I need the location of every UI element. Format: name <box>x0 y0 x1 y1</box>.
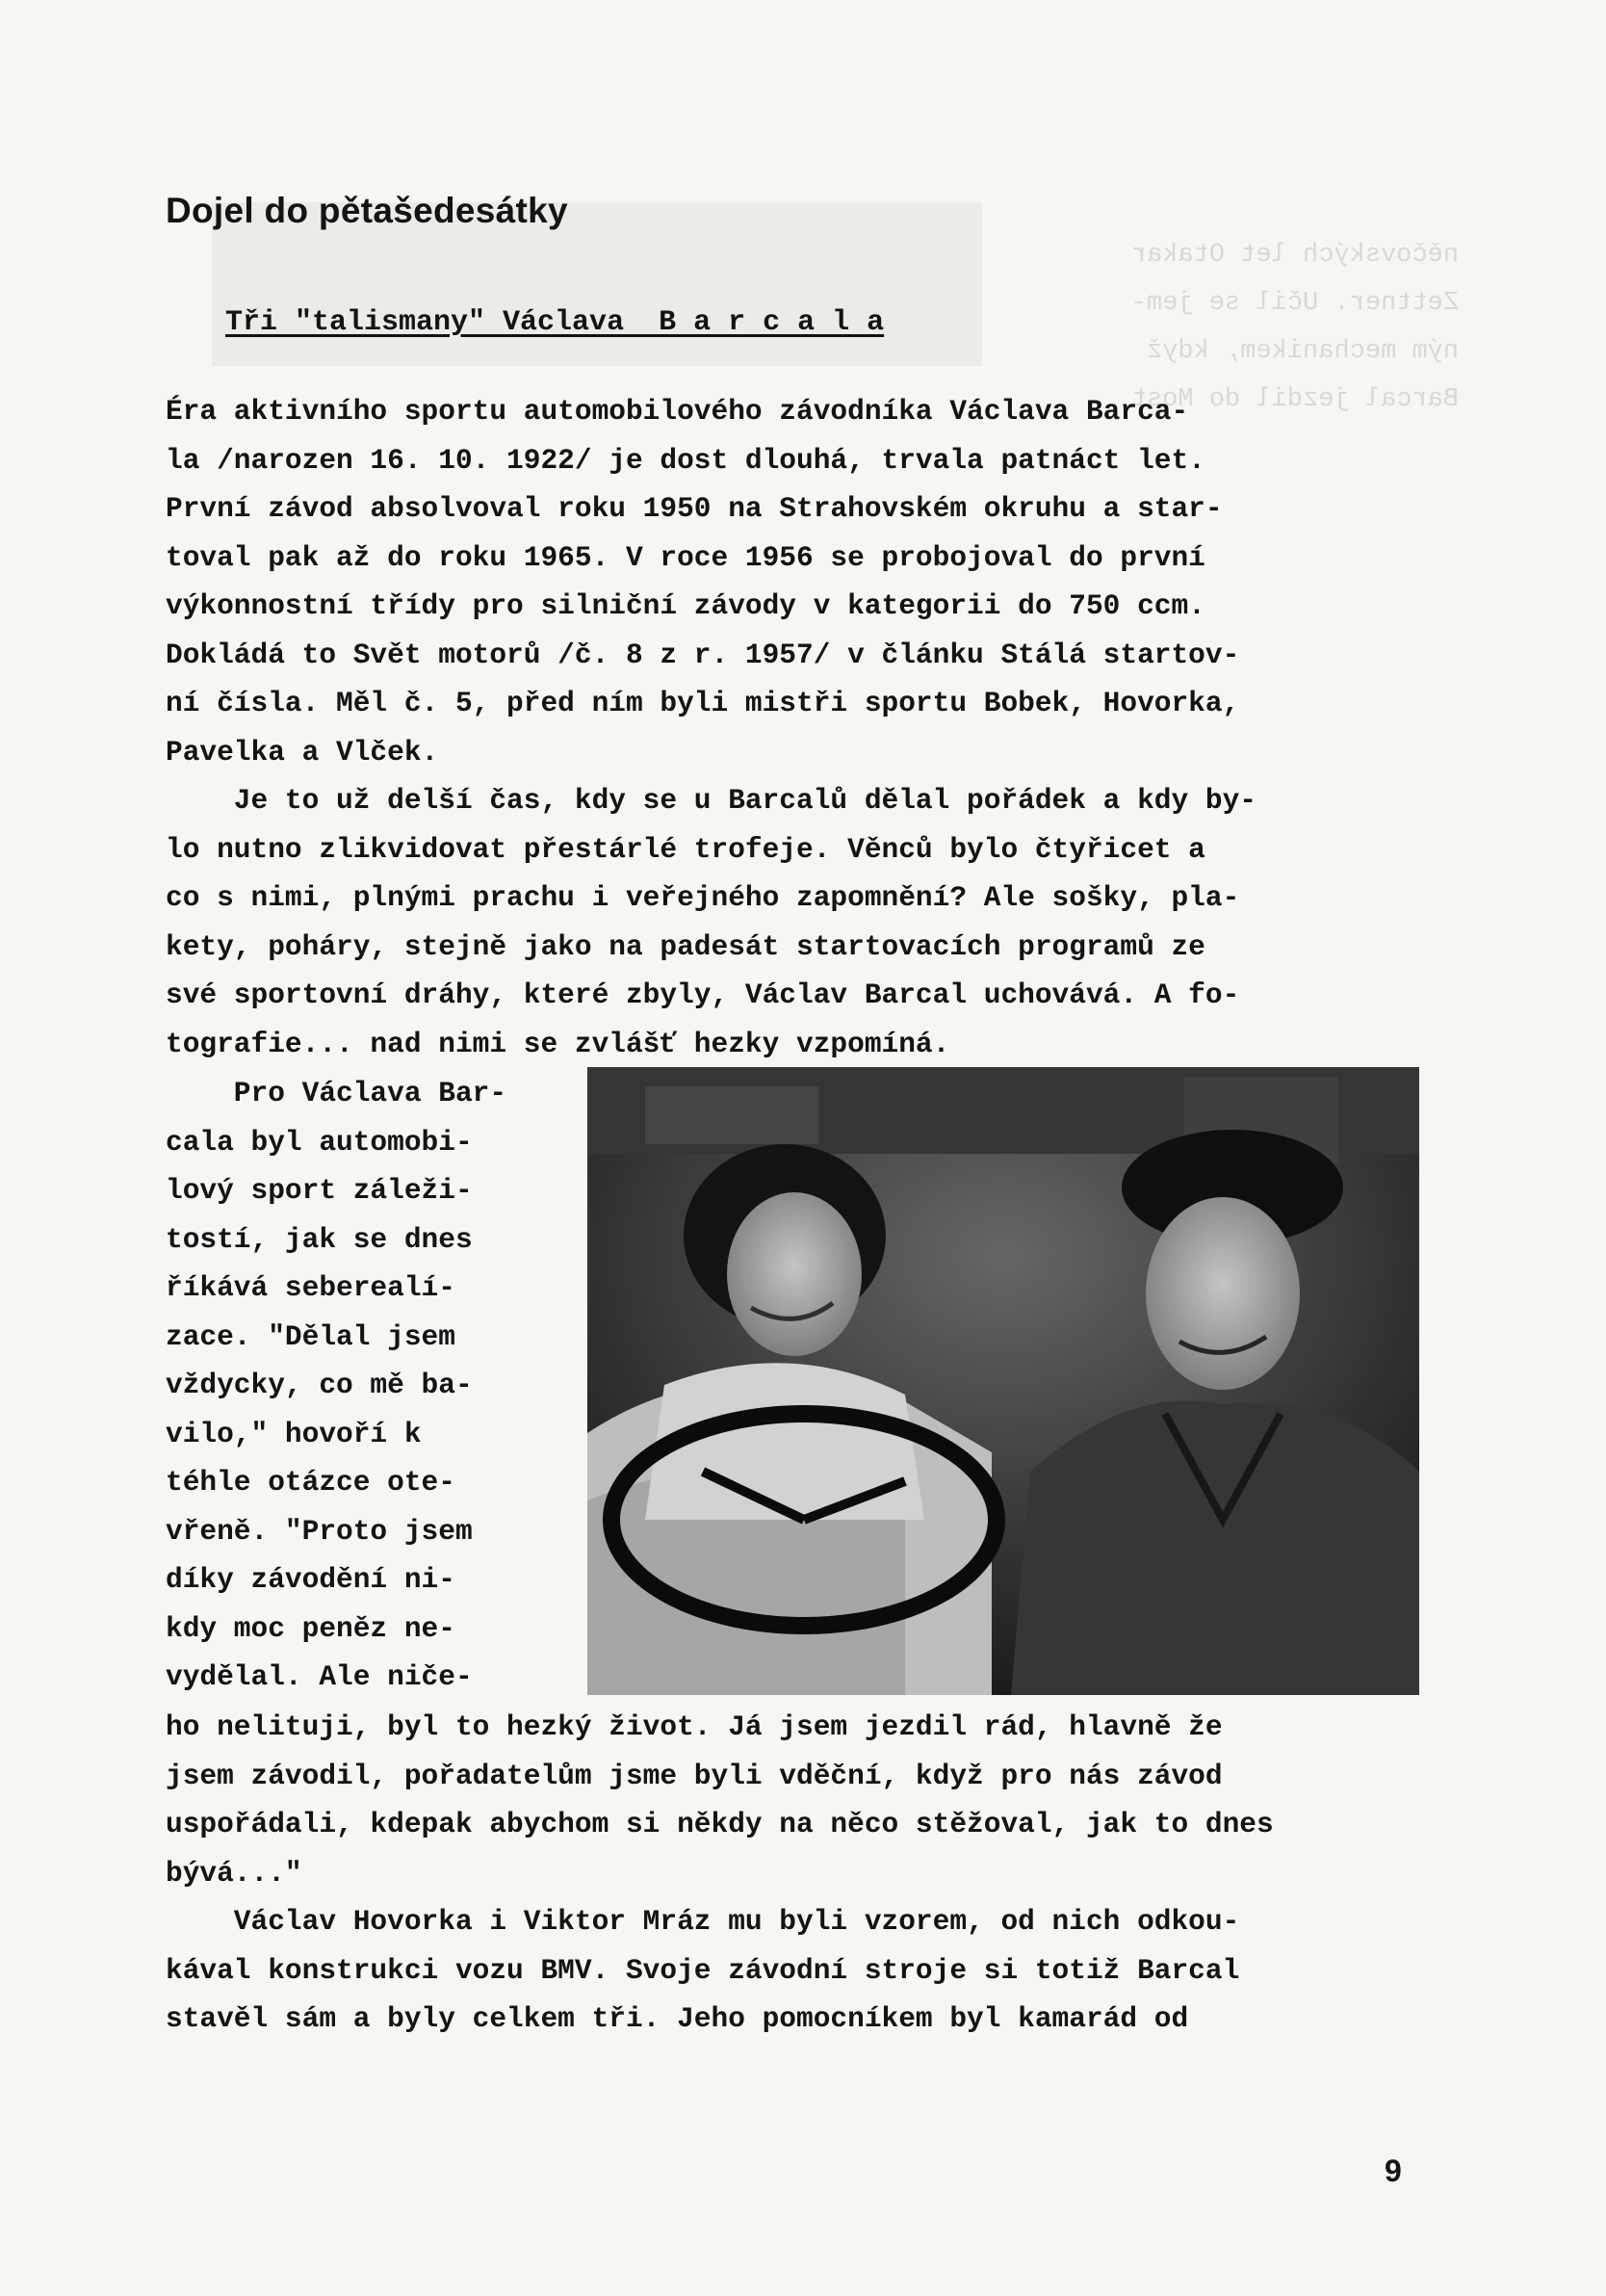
paragraph-trophies: Je to už delší čas, kdy se u Barcalů dělal pořádek a kdy by- lo nutno zlikvidovat přestárlé trofeje. Věnců bylo čtyřicet a co s nimi, plnými prachu i veřejného zapomnění? Ale sošky, pla- kety, poháry, stejně jako na padesát startovacích programů ze své sportovní dráhy, které zbyly, Václav Barcal uchovává. A fo- tografie... nad nimi se zvlášť hezky vzpomíná. <box>166 784 1256 1060</box>
paragraph-continuation: ho nelituji, byl to hezký život. Já jsem jezdil rád, hlavně že jsem závodil, pořadatelům jsme byli vděční, když pro nás závod uspořádali, kdepak abychom si někdy na něco stěžoval, jak to dnes bývá..." <box>166 1710 1274 1890</box>
article-subheading: Tři "talismany" Václava B a r c a l a <box>225 306 885 339</box>
show-through-text: něčovských let Otakar Zettner. Učil se jem- ným mechanikem, když Barcal jezdil do Most <box>1130 241 1459 414</box>
photo-barcal-in-race-car <box>587 1067 1419 1695</box>
paragraph-self-realization: Pro Václava Bar- cala byl automobi- lový sport záleži- tostí, jak se dnes říkává seberealí- zace. "Dělal jsem vždycky, co mě ba- vilo," hovoří k téhle otázce ote- vřeně. "Proto jsem díky závodění ni- kdy moc peněz ne- vydělal. Ale niče- <box>166 1077 507 1693</box>
page-number: 9 <box>1385 2153 1402 2188</box>
paragraph-bmw-construction: Václav Hovorka i Viktor Mráz mu byli vzorem, od nich odkou- kával konstrukci vozu BMV. Svoje závodní stroje si totiž Barcal stavěl sám a byly celkem tři. Jeho pomocníkem byl kamarád od <box>166 1905 1240 2035</box>
paragraph-intro: Éra aktivního sportu automobilového závodníka Václava Barca- la /narozen 16. 10. 1922/ je dost dlouhá, trvala patnáct let. První závod absolvoval roku 1950 na Strahovském okruhu a star- toval pak až do roku 1965. V roce 1956 se probojoval do první výkonnostní třídy pro silniční závody v kategorii do 750 ccm. Dokládá to Svět motorů /č. 8 z r. 1957/ v článku Stálá startov- ní čísla. Měl č. 5, před ním byli mistři sportu Bobek, Hovorka, Pavelka a Vlček. <box>166 395 1240 769</box>
article-heading: Dojel do pětašedesátky <box>166 191 568 230</box>
